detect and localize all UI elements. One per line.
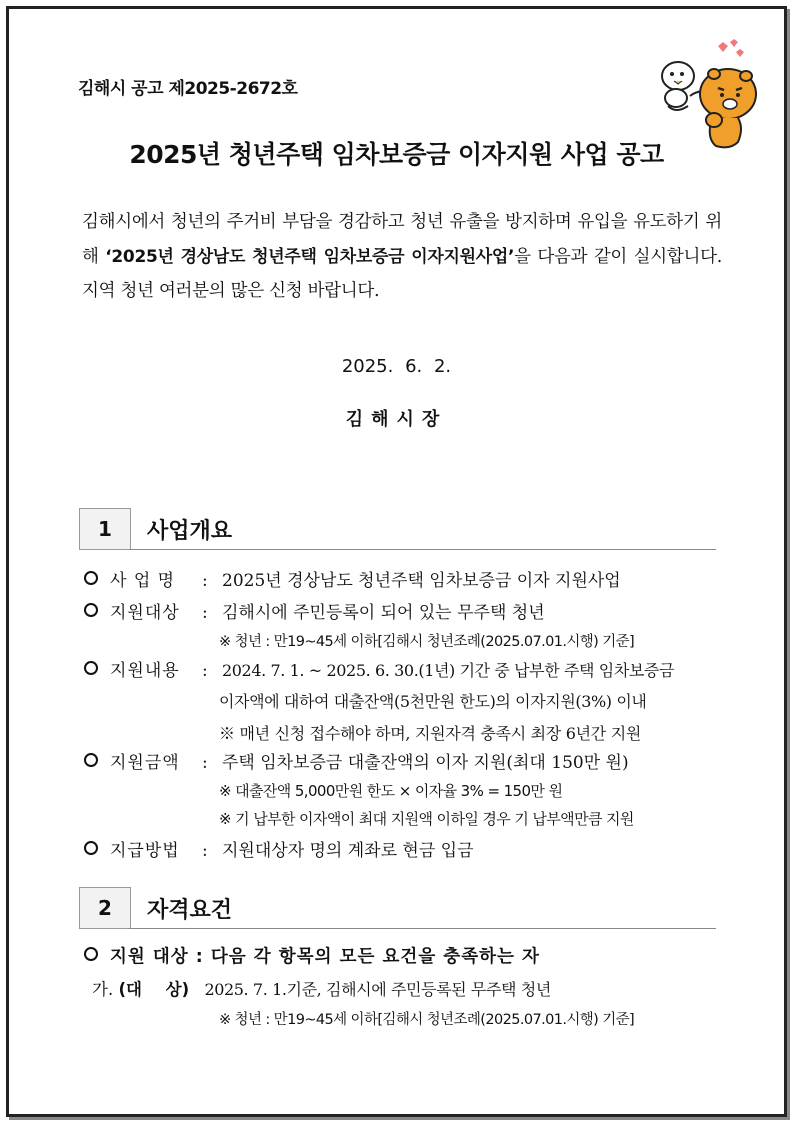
bullet-circle-icon: [84, 841, 98, 855]
row-colon: :: [202, 841, 208, 861]
content-continuation: 이자액에 대하여 대출잔액(5천만원 한도)의 이자지원(3%) 이내: [219, 692, 647, 711]
row-key: 지원내용: [110, 661, 180, 681]
section-1-title: 사업개요: [147, 519, 233, 544]
issuer: 김해시장: [345, 409, 448, 430]
row-value: 지원대상자 명의 계좌로 현금 입금: [222, 841, 474, 861]
bullet-circle-icon: [84, 603, 98, 617]
section-2-divider: [129, 928, 716, 929]
amount-note-1: ※ 대출잔액 5,000만원 한도 × 이자율 3% = 150만 원: [219, 782, 563, 800]
row-value: 2025년 경상남도 청년주택 임차보증금 이자 지원사업: [222, 571, 621, 591]
notice-number: 김해시 공고 제2025-2672호: [78, 79, 298, 99]
bullet-circle-icon: [84, 753, 98, 767]
intro-program-name: ‘2025년 경상남도 청년주택 임차보증금 이자지원사업’: [105, 246, 515, 267]
overview-row-content: [84, 656, 724, 681]
row-key: 사 업 명: [110, 571, 176, 591]
page-title: 2025년 청년주택 임차보증금 이자지원 사업 공고: [129, 140, 664, 169]
row-value: 2024. 7. 1. ~ 2025. 6. 30.(1년) 기간 중 납부한 주택 임차보증금: [222, 661, 675, 680]
row-key: 지원금액: [110, 753, 180, 773]
bullet-circle-icon: [84, 571, 98, 585]
bullet-circle-icon: [84, 661, 98, 675]
lion-mascot-icon: [656, 38, 766, 150]
row-value: 주택 임차보증금 대출잔액의 이자 지원(최대 150만 원): [222, 753, 629, 773]
section-1-divider: [129, 549, 716, 550]
announcement-date: 2025. 6. 2.: [341, 356, 452, 377]
intro-text-1: 김해시에서 청년의 주거비 부담을 경감하고 청년 유출을 방지하며 유입을 유도하기 위해: [82, 212, 722, 267]
row-colon: :: [202, 603, 208, 623]
section-1-header: [79, 508, 716, 550]
item-label: (대 상): [118, 980, 190, 999]
section-2-number: 2: [79, 887, 131, 929]
intro-paragraph: [82, 205, 722, 309]
section-2-title: 자격요건: [147, 898, 233, 923]
qualification-target-line: [84, 943, 724, 968]
row-key: 지원대상: [110, 603, 180, 623]
row-colon: :: [202, 571, 208, 591]
section-1-number: 1: [79, 508, 131, 550]
overview-row-amount: [84, 748, 724, 773]
target-note: ※ 청년 : 만19~45세 이하[김해시 청년조례(2025.07.01.시행) 기준]: [219, 634, 635, 650]
target-line-text: 지원 대상 : 다음 각 항목의 모든 요건을 충족하는 자: [110, 947, 540, 967]
amount-note-2: ※ 기 납부한 이자액이 최대 지원액 이하일 경우 기 납부액만큼 지원: [219, 810, 634, 828]
row-value: 김해시에 주민등록이 되어 있는 무주택 청년: [222, 603, 545, 623]
row-colon: :: [202, 753, 208, 773]
overview-row-payment: [84, 836, 724, 861]
qualification-note: ※ 청년 : 만19~45세 이하[김해시 청년조례(2025.07.01.시행) 기준]: [219, 1012, 635, 1028]
item-value: 2025. 7. 1.기준, 김해시에 주민등록된 무주택 청년: [204, 980, 551, 999]
intro-text-2: 을 다음과 같이 실시합니다. 지역 청년 여러분의 많은 신청 바랍니다.: [82, 246, 722, 301]
section-2-header: [79, 887, 716, 929]
qualification-item-a: [92, 976, 551, 1000]
row-colon: :: [202, 661, 208, 681]
row-key: 지급방법: [110, 841, 180, 861]
overview-row-name: [84, 566, 724, 591]
overview-row-target: [84, 598, 724, 623]
bullet-circle-icon: [84, 947, 98, 961]
item-prefix: 가.: [92, 980, 114, 999]
content-note: ※ 매년 신청 접수해야 하며, 지원자격 충족시 최장 6년간 지원: [219, 724, 642, 743]
